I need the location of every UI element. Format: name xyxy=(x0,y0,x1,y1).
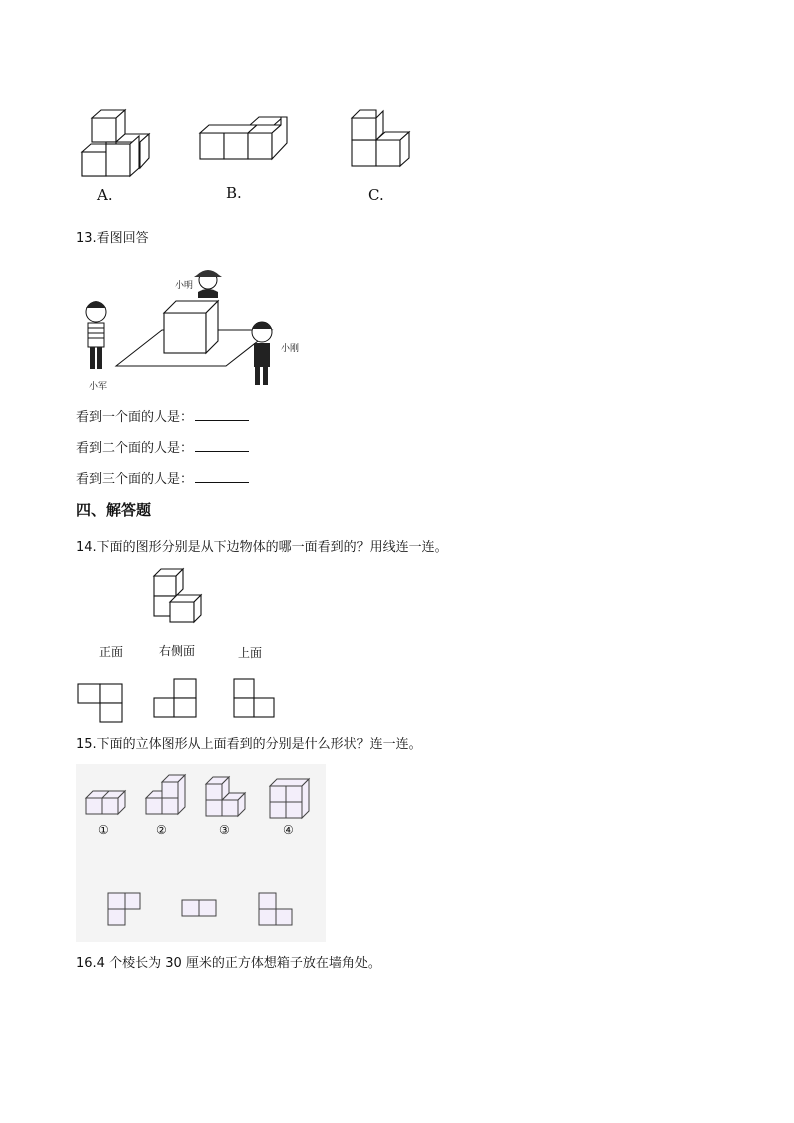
answer-line-label: 看到三个面的人是： xyxy=(76,472,194,487)
view-shape-2 xyxy=(154,679,196,717)
answer-line-one-face xyxy=(76,408,249,426)
solid-number-2: ② xyxy=(156,823,167,837)
solid-2 xyxy=(146,775,185,814)
q12-figures xyxy=(70,100,430,185)
option-c-label: C. xyxy=(368,186,384,204)
name-xiaogang: 小刚 xyxy=(281,344,300,354)
q15-solids xyxy=(76,764,326,942)
top-view-shape-1 xyxy=(108,893,140,925)
question-14-title: 14.下面的图形分别是从下边物体的哪一面看到的？用线连一连。 xyxy=(76,540,448,555)
answer-line-three-faces xyxy=(76,470,249,488)
section-title: 四、解答题 xyxy=(76,501,152,519)
answer-line-label: 看到二个面的人是： xyxy=(76,441,194,456)
question-13-title: 13.看图回答 xyxy=(76,231,149,246)
name-xiaoming: 小明 xyxy=(175,281,194,291)
view-label-right: 右侧面 xyxy=(159,644,196,658)
q14-object xyxy=(148,566,208,626)
question-15-title: 15.下面的立体图形从上面看到的分别是什么形状？连一连。 xyxy=(76,737,422,752)
solid-3 xyxy=(206,777,245,816)
solid-number-4: ④ xyxy=(283,823,294,837)
question-16-title: 16.4 个棱长为 30 厘米的正方体想箱子放在墙角处。 xyxy=(76,956,381,971)
figure-a-cubes xyxy=(82,110,149,176)
answer-blank[interactable] xyxy=(195,408,249,421)
figure-c-cubes xyxy=(352,110,409,166)
top-view-shape-3 xyxy=(259,893,292,925)
big-cube xyxy=(164,301,218,353)
solid-4 xyxy=(270,779,309,818)
view-shape-3 xyxy=(234,679,274,717)
figure-b-cubes xyxy=(200,117,287,159)
view-shape-1 xyxy=(78,684,122,722)
option-b-label: B. xyxy=(226,184,242,202)
solid-number-3: ③ xyxy=(219,823,230,837)
q14-views xyxy=(76,676,286,726)
top-view-shape-2 xyxy=(182,900,216,916)
name-xiaojun: 小军 xyxy=(89,382,108,392)
view-label-front: 正面 xyxy=(99,645,124,659)
person-right-figure xyxy=(252,322,272,385)
answer-line-two-faces xyxy=(76,439,249,457)
answer-blank[interactable] xyxy=(195,470,249,483)
view-label-top: 上面 xyxy=(238,646,263,660)
answer-line-label: 看到一个面的人是： xyxy=(76,410,194,425)
option-a-label: A. xyxy=(97,186,113,204)
solid-number-1: ① xyxy=(98,823,109,837)
solid-1 xyxy=(86,791,125,814)
person-left-figure xyxy=(86,301,106,369)
answer-blank[interactable] xyxy=(195,439,249,452)
person-top-figure xyxy=(194,270,222,298)
